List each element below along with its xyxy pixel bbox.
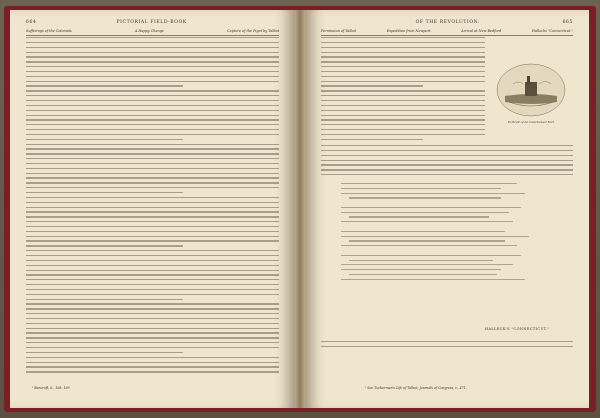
- text-line: [321, 341, 573, 342]
- text-line: [321, 174, 573, 175]
- text-line: [26, 182, 279, 183]
- left-subhead: Capture of the Pigot by Talbot: [227, 29, 279, 33]
- right-subhead: Arrival at New Bedford: [461, 29, 502, 33]
- text-line: [26, 303, 279, 304]
- left-page: [10, 10, 295, 408]
- poem-line: [341, 255, 521, 256]
- left-page-number: 664: [26, 20, 37, 25]
- poem-line: [341, 245, 517, 246]
- right-body-text-continued: [321, 145, 573, 179]
- text-line: [26, 148, 279, 149]
- text-line: [26, 366, 279, 367]
- text-line: [26, 265, 279, 266]
- text-line: [26, 81, 279, 82]
- text-line: [26, 66, 279, 67]
- text-line: [26, 332, 279, 333]
- text-line: [26, 231, 279, 232]
- text-line: [321, 169, 573, 170]
- text-line: [26, 76, 279, 77]
- text-line: [321, 119, 485, 120]
- text-line: [321, 52, 485, 53]
- poem-line: [341, 207, 521, 208]
- text-line: [26, 85, 183, 86]
- text-line: [26, 95, 279, 96]
- text-line: [321, 110, 485, 111]
- text-line: [321, 61, 485, 62]
- left-running-head: [26, 20, 279, 25]
- book-gutter: [295, 10, 305, 408]
- text-line: [321, 346, 573, 347]
- fort-illustration: [495, 62, 567, 118]
- right-running-head: [321, 20, 573, 25]
- right-page: [305, 10, 589, 408]
- text-line: [26, 236, 279, 237]
- text-line: [26, 163, 279, 164]
- text-line: [321, 150, 573, 151]
- text-line: [26, 328, 279, 329]
- text-line: [26, 52, 279, 53]
- text-line: [26, 245, 183, 246]
- poem-line: [349, 260, 493, 261]
- text-line: [26, 177, 279, 178]
- text-line: [26, 129, 279, 130]
- text-line: [26, 144, 279, 145]
- text-line: [26, 308, 279, 309]
- text-line: [26, 37, 279, 38]
- poem-line: [341, 269, 501, 270]
- right-footnote: ¹ See Tuckerman's Life of Talbot; Journals of Congress, v., 471.: [365, 386, 467, 390]
- text-line: [26, 342, 279, 343]
- text-line: [26, 119, 279, 120]
- poem-line: [341, 236, 529, 237]
- text-line: [26, 71, 279, 72]
- text-line: [321, 95, 485, 96]
- poem-line: [341, 279, 525, 280]
- text-line: [26, 352, 183, 353]
- text-line: [26, 100, 279, 101]
- poem-block: [341, 183, 541, 283]
- text-line: [26, 211, 279, 212]
- text-line: [321, 139, 423, 140]
- poem-line: [349, 197, 501, 198]
- text-line: [26, 139, 183, 140]
- poem-line: [349, 216, 489, 217]
- poem-line: [341, 250, 441, 251]
- left-footnote: ¹ Bancroft, ii., 168, 169.: [32, 386, 71, 390]
- poem-line: [341, 193, 525, 194]
- text-line: [26, 134, 279, 135]
- text-line: [321, 56, 485, 57]
- text-line: [321, 47, 485, 48]
- text-line: [321, 129, 485, 130]
- poem-line: [341, 188, 501, 189]
- right-subhead: Permission of Talbot: [321, 29, 356, 33]
- text-line: [26, 61, 279, 62]
- poem-line: [341, 231, 505, 232]
- text-line: [321, 85, 423, 86]
- text-line: [26, 216, 279, 217]
- text-line: [26, 289, 279, 290]
- text-line: [26, 284, 279, 285]
- right-closing-text: [321, 341, 573, 351]
- left-subheads: [26, 29, 279, 36]
- right-body-text: [321, 37, 485, 144]
- text-line: [321, 81, 485, 82]
- text-line: [321, 105, 485, 106]
- poem-line: [349, 274, 497, 275]
- text-line: [26, 250, 279, 251]
- illustration-caption: Portrait of an Overlooked Fort: [508, 120, 554, 124]
- text-line: [26, 313, 279, 314]
- poem-line: [341, 202, 441, 203]
- text-line: [321, 164, 573, 165]
- text-line: [26, 192, 183, 193]
- left-running-title: PICTORIAL FIELD-BOOK: [116, 20, 187, 25]
- left-body-text: [26, 37, 279, 376]
- text-line: [321, 100, 485, 101]
- text-line: [321, 124, 485, 125]
- text-line: [26, 42, 279, 43]
- text-line: [321, 71, 485, 72]
- poem-line: [341, 226, 441, 227]
- left-subhead: A Happy Change: [134, 29, 164, 33]
- text-line: [26, 279, 279, 280]
- text-line: [26, 202, 279, 203]
- right-subhead: Expedition from Newport: [386, 29, 431, 33]
- text-line: [26, 337, 279, 338]
- text-line: [26, 240, 279, 241]
- text-line: [26, 56, 279, 57]
- text-line: [26, 197, 279, 198]
- poem-line: [341, 264, 513, 265]
- text-line: [26, 270, 279, 271]
- text-line: [26, 187, 279, 188]
- text-line: [26, 47, 279, 48]
- text-line: [321, 66, 485, 67]
- text-line: [321, 90, 485, 91]
- text-line: [26, 347, 279, 348]
- poem-attribution: HALLECK'S "CONNECTICUT.": [485, 327, 550, 331]
- text-line: [26, 115, 279, 116]
- text-line: [321, 145, 573, 146]
- text-line: [321, 115, 485, 116]
- right-subheads: [321, 29, 573, 36]
- poem-line: [341, 212, 509, 213]
- text-line: [321, 37, 485, 38]
- poem-line: [341, 221, 513, 222]
- text-line: [321, 155, 573, 156]
- poem-line: [349, 240, 505, 241]
- right-running-title: OF THE REVOLUTION.: [415, 20, 480, 25]
- text-line: [321, 76, 485, 77]
- right-page-number: 665: [562, 20, 573, 25]
- text-line: [26, 299, 183, 300]
- poem-line: [341, 183, 517, 184]
- text-line: [26, 357, 279, 358]
- right-subhead: Hallecks "Connecticut.": [532, 29, 573, 33]
- text-line: [26, 105, 279, 106]
- text-line: [26, 323, 279, 324]
- text-line: [321, 134, 485, 135]
- text-line: [26, 158, 279, 159]
- text-line: [26, 168, 279, 169]
- text-line: [26, 371, 279, 372]
- text-line: [26, 226, 279, 227]
- text-line: [26, 255, 279, 256]
- text-line: [26, 362, 279, 363]
- text-line: [26, 207, 279, 208]
- text-line: [26, 90, 279, 91]
- text-line: [26, 110, 279, 111]
- text-line: [26, 260, 279, 261]
- text-line: [26, 173, 279, 174]
- text-line: [321, 160, 573, 161]
- text-line: [26, 153, 279, 154]
- left-subhead: Sufferings of the Colonists: [26, 29, 72, 33]
- text-line: [26, 221, 279, 222]
- text-line: [26, 318, 279, 319]
- text-line: [321, 42, 485, 43]
- text-line: [26, 294, 279, 295]
- text-line: [26, 124, 279, 125]
- text-line: [26, 274, 279, 275]
